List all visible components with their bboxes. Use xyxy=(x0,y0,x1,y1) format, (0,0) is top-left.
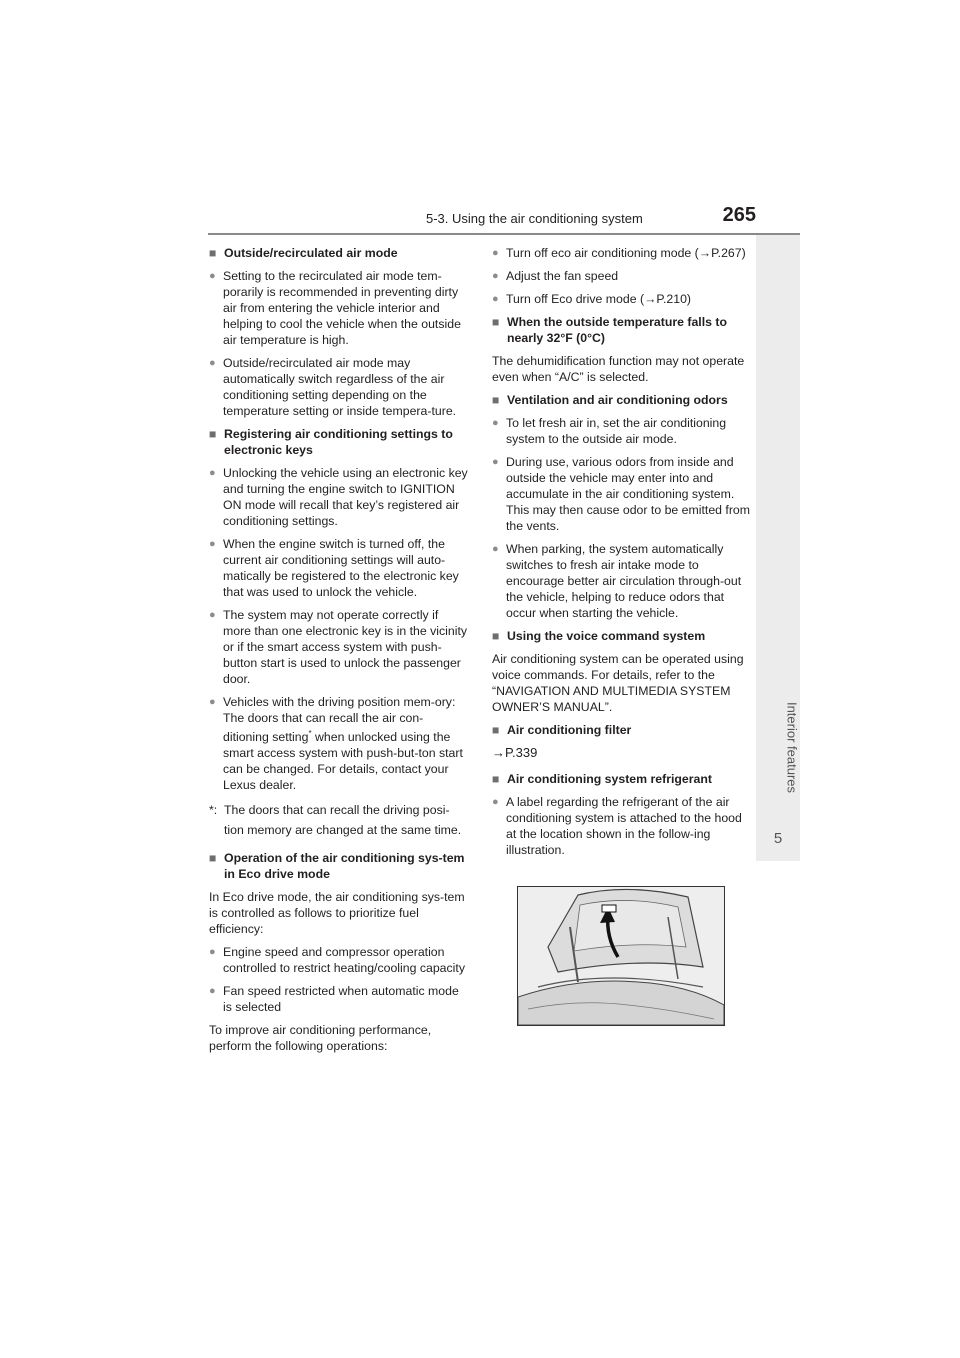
bullet-item: ● Adjust the fan speed xyxy=(492,269,619,283)
bullet-icon: ● xyxy=(209,609,216,621)
bullet-item: ● Unlocking the vehicle using an electronic key and turning the engine switch to IGNITION ON mode will recall that key’s registered air conditioning settings. xyxy=(209,466,468,528)
bullet-icon: ● xyxy=(209,946,216,959)
section-title: 5-3. Using the air conditioning system xyxy=(426,211,643,226)
bullet-icon: ● xyxy=(492,796,499,808)
bullet-item: ● To let fresh air in, set the air conditioning system to the outside air mode. xyxy=(492,416,727,446)
bullet-icon: ● xyxy=(492,293,499,305)
paragraph: The dehumidification function may not operate even when “A/C” is selected. xyxy=(492,354,745,384)
page-reference xyxy=(492,745,752,761)
arrow-icon: → xyxy=(492,745,505,760)
bullet-item: ● Outside/recirculated air mode may automatically switch regardless of the air conditioning setting depending on the temperature setting or inside tempera-ture. xyxy=(209,356,457,418)
heading-electronic-keys: ■ Registering air conditioning settings to electronic keys xyxy=(209,427,453,457)
bullet-icon: ● xyxy=(492,456,499,468)
heading-marker-icon: ■ xyxy=(209,427,217,441)
right-column xyxy=(492,245,752,865)
bullet-item: ● The system may not operate correctly if more than one electronic key is in the vicinity or if the smart access system with push-button start is used to unlock the passenger door. xyxy=(209,608,468,686)
bullet-icon: ● xyxy=(209,696,216,708)
footnote-reference: * xyxy=(308,729,312,738)
bullet-item: ● Setting to the recirculated air mode tem-porarily is recommended in preventing dirty air from entering the vehicle interior and helping to cool the vehicle when the outside air temperature is high. xyxy=(209,269,461,347)
bullet-item: ● Engine speed and compressor operation controlled to restrict heating/cooling capacity xyxy=(209,945,465,976)
heading-marker-icon: ■ xyxy=(209,246,217,260)
page-reference-link[interactable]: P.339 xyxy=(505,745,538,760)
page-number: 265 xyxy=(722,204,756,226)
bullet-icon: ● xyxy=(492,270,499,282)
chapter-number: 5 xyxy=(773,830,783,847)
heading-marker-icon: ■ xyxy=(492,393,500,407)
heading-ventilation-odors: ■ Ventilation and air conditioning odors xyxy=(492,393,728,407)
heading-ac-filter: ■ Air conditioning filter xyxy=(492,723,632,737)
bullet-item: ● A label regarding the refrigerant of the air conditioning system is attached to the hood at the location shown in the follow-ing illustration. xyxy=(492,795,742,857)
hood-refrigerant-label-illustration xyxy=(517,886,725,1026)
heading-marker-icon: ■ xyxy=(492,315,500,329)
footnote-mark: *: xyxy=(209,803,218,818)
heading-marker-icon: ■ xyxy=(209,851,217,866)
heading-refrigerant: ■ Air conditioning system refrigerant xyxy=(492,772,712,786)
bullet-icon: ● xyxy=(209,357,216,369)
heading-marker-icon: ■ xyxy=(492,629,500,643)
header-rule xyxy=(208,233,800,235)
page-reference-link[interactable]: P.267 xyxy=(711,246,742,260)
bullet-item: ● Turn off Eco drive mode (→P.210) xyxy=(492,292,692,306)
heading-marker-icon: ■ xyxy=(492,723,500,737)
bullet-item: ● Fan speed restricted when automatic mode is selected xyxy=(209,984,459,1015)
open-hood-drawing xyxy=(518,887,724,1025)
arrow-icon: → xyxy=(698,246,712,260)
bullet-icon: ● xyxy=(209,467,216,479)
heading-outside-temperature: ■ When the outside temperature falls to nearly 32°F (0°C) xyxy=(492,315,728,345)
bullet-item: ● Vehicles with the driving position mem-ory: The doors that can recall the air con-ditioning setting* when unlocked using the smart access system with push-but-ton start can be changed. For details, contact your Lexus dealer. xyxy=(209,695,463,793)
bullet-item: ● When the engine switch is turned off, the current air conditioning settings will auto-matically be registered to the electronic key that was used to unlock the vehicle. xyxy=(209,537,459,599)
paragraph: Air conditioning system can be operated using voice commands. For details, refer to the “NAVIGATION AND MULTIMEDIA SYSTEM OWNER’S MANUAL”. xyxy=(492,652,744,714)
chapter-title: Interior features xyxy=(784,701,800,794)
arrow-icon: → xyxy=(644,292,657,306)
bullet-item: ● When parking, the system automatically switches to fresh air intake mode to encourage better air circulation through-out the vehicle, helping to reduce odors that occur when starting the vehicle. xyxy=(492,542,742,620)
bullet-item: ● Turn off eco air conditioning mode (→P.267) xyxy=(492,246,746,260)
page-header xyxy=(426,204,756,234)
heading-outside-recirculated: ■ Outside/recirculated air mode xyxy=(209,246,398,260)
footnote: *: The doors that can recall the driving posi-tion memory are changed at the same time. xyxy=(209,800,469,840)
heading-marker-icon: ■ xyxy=(492,772,500,786)
heading-eco-drive: ■ Operation of the air conditioning sys-tem in Eco drive mode xyxy=(209,851,465,882)
heading-voice-command: ■ Using the voice command system xyxy=(492,629,706,643)
chapter-title-tab xyxy=(782,690,802,810)
bullet-icon: ● xyxy=(209,270,216,282)
paragraph: In Eco drive mode, the air conditioning sys-tem is controlled as follows to prioritize fuel efficiency: xyxy=(209,890,465,937)
bullet-icon: ● xyxy=(492,543,499,555)
paragraph: To improve air conditioning performance, perform the following operations: xyxy=(209,1023,432,1054)
page-reference-link[interactable]: P.210 xyxy=(656,292,687,306)
bullet-item: ● During use, various odors from inside and outside the vehicle may enter into and accumulate in the air conditioning system. This may then cause odor to be emitted from the vents. xyxy=(492,455,751,533)
bullet-icon: ● xyxy=(209,985,216,998)
bullet-icon: ● xyxy=(209,538,216,550)
bullet-icon: ● xyxy=(492,417,499,429)
bullet-icon: ● xyxy=(492,247,499,259)
left-column xyxy=(209,245,469,1061)
